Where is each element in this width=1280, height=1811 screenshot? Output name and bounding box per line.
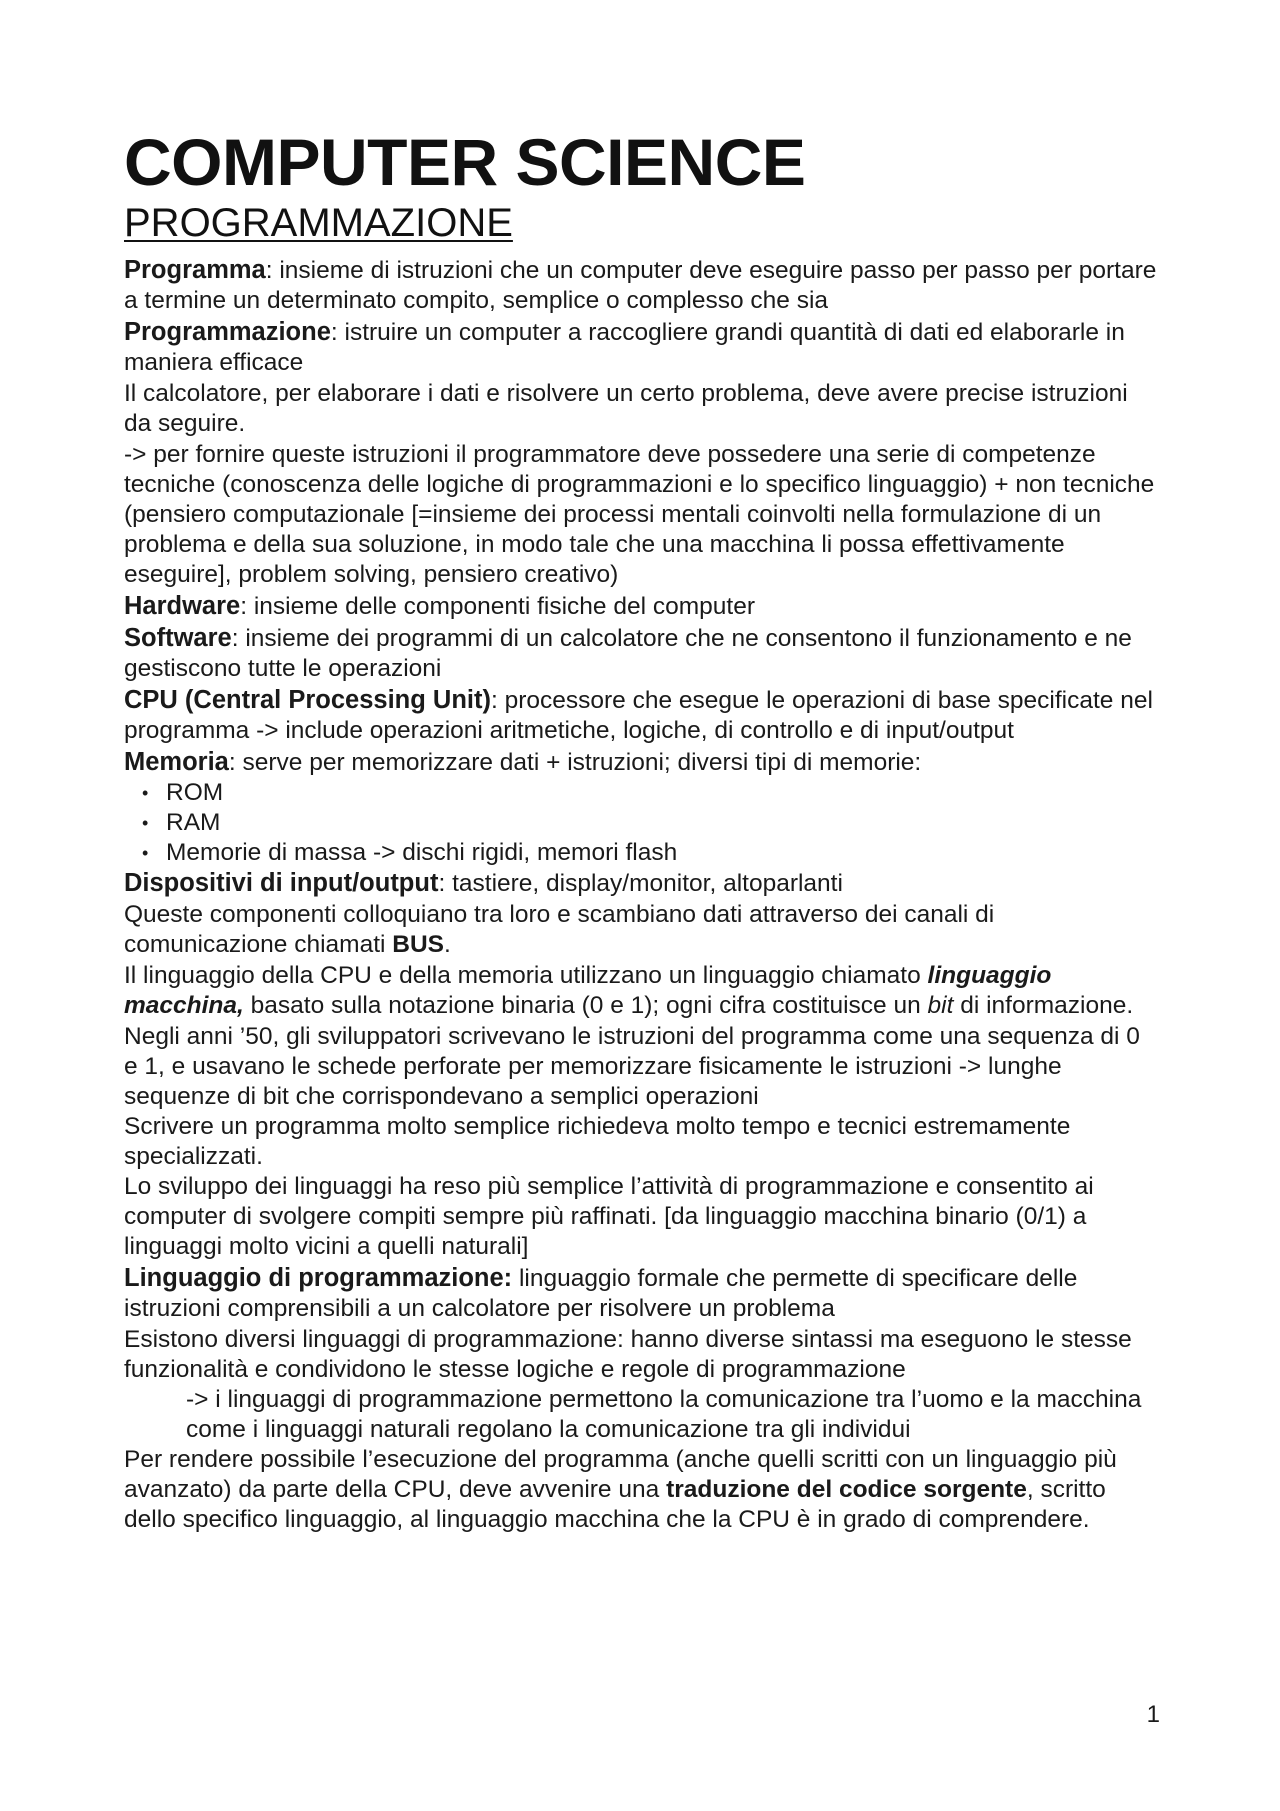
definition-linguaggio-programmazione: linguaggio formale che permette di specificare delle istruzioni comprensibili a un calcolatore per risolvere un problema [124, 1265, 1078, 1322]
section-heading: PROGRAMMAZIONE [124, 201, 513, 245]
definition-cpu: : processore che esegue le operazioni di base specificate nel programma -> include operazioni aritmetiche, logiche, di controllo e di input/output [124, 687, 1153, 744]
paragraph-hardware [124, 591, 1160, 622]
list-item-text: RAM [166, 809, 221, 836]
bullet-icon: • [142, 843, 149, 863]
term-memoria: Memoria [124, 748, 229, 776]
definition-memoria: : serve per memorizzare dati + istruzioni; diversi tipi di memorie: [228, 749, 922, 776]
definition-programmazione: : istruire un computer a raccogliere grandi quantità di dati ed elaborarle in maniera efficace [124, 319, 1125, 376]
text-span: , scritto dello specifico linguaggio, al linguaggio macchina che la CPU è in grado di comprendere. [124, 1476, 1106, 1533]
paragraph-linguaggio-programmazione [124, 1263, 1160, 1324]
list-item [142, 778, 1160, 808]
paragraph-bus [124, 900, 1160, 960]
bullet-icon: • [142, 783, 149, 803]
text-span: Per rendere possibile l’esecuzione del programma (anche quelli scritti con un linguaggio più avanzato) da parte della CPU, deve avvenire una [124, 1446, 1117, 1503]
text-span: Il linguaggio della CPU e della memoria utilizzano un linguaggio chiamato [124, 962, 928, 989]
paragraph-anni-50: Negli anni ’50, gli sviluppatori scrivevano le istruzioni del programma come una sequenza di 0 e 1, e usavano le schede perforate per memorizzare fisicamente le istruzioni -> lunghe sequenze di bit che corrispondevano a semplici operazioni [124, 1023, 1140, 1110]
paragraph-sviluppo: Lo sviluppo dei linguaggi ha reso più semplice l’attività di programmazione e consentito ai computer di svolgere compiti sempre più raffinati. [da linguaggio macchina binario (0/1) a linguaggi molto vicini a quelli naturali] [124, 1173, 1094, 1260]
paragraph-cpu [124, 685, 1160, 746]
definition-dispositivi: : tastiere, display/monitor, altoparlanti [438, 870, 843, 897]
list-item [142, 838, 1160, 868]
paragraph-programma [124, 255, 1160, 316]
paragraph-traduzione [124, 1445, 1160, 1535]
term-linguaggio-macchina: linguaggio macchina, [124, 962, 1052, 1019]
term-cpu: CPU (Central Processing Unit) [124, 686, 491, 714]
paragraph-dispositivi [124, 868, 1160, 899]
term-traduzione: traduzione del codice sorgente [666, 1476, 1027, 1503]
definition-software: : insieme dei programmi di un calcolatore che ne consentono il funzionamento e ne gestiscono tutte le operazioni [124, 625, 1132, 682]
paragraph-linguaggio-macchina [124, 961, 1160, 1021]
term-programmazione: Programmazione [124, 318, 331, 346]
text-span: di informazione. [953, 992, 1134, 1019]
term-linguaggio-programmazione: Linguaggio di programmazione: [124, 1264, 513, 1292]
text-span: Queste componenti colloquiano tra loro e scambiano dati attraverso dei canali di comunicazione chiamati [124, 901, 995, 958]
paragraph-competenze: -> per fornire queste istruzioni il programmatore deve possedere una serie di competenze tecniche (conoscenza delle logiche di programmazioni e lo specifico linguaggio) + non tecniche (pensiero computazionale [=insieme dei processi mentali coinvolti nella formulazione di un problema e della sua soluzione, in modo tale che una macchina li possa effettivamente eseguire], problem solving, pensiero creativo) [124, 441, 1155, 588]
bullet-icon: • [142, 813, 149, 833]
definition-programma: : insieme di istruzioni che un computer deve eseguire passo per passo per portare a termine un determinato compito, semplice o complesso che sia [124, 257, 1157, 314]
paragraph-comunicazione: -> i linguaggi di programmazione permettono la comunicazione tra l’uomo e la macchina come i linguaggi naturali regolano la comunicazione tra gli individui [186, 1386, 1142, 1443]
page-number: 1 [1146, 1701, 1160, 1728]
text-span: basato sulla notazione binaria (0 e 1); ogni cifra costituisce un [243, 992, 928, 1019]
document-title: COMPUTER SCIENCE [124, 125, 806, 199]
paragraph-programmazione [124, 317, 1160, 378]
list-item [142, 808, 1160, 838]
definition-hardware: : insieme delle componenti fisiche del computer [240, 593, 755, 620]
term-bus: BUS [392, 931, 445, 958]
paragraph-calcolatore: Il calcolatore, per elaborare i dati e risolvere un certo problema, deve avere precise istruzioni da seguire. [124, 380, 1128, 437]
paragraph-esistono: Esistono diversi linguaggi di programmazione: hanno diverse sintassi ma eseguono le stesse funzionalità e condividono le stesse logiche e regole di programmazione [124, 1326, 1132, 1383]
term-dispositivi: Dispositivi di input/output [124, 869, 439, 897]
term-bit: bit [927, 992, 954, 1019]
term-hardware: Hardware [124, 592, 241, 620]
term-programma: Programma [124, 256, 266, 284]
list-item-text: ROM [166, 779, 224, 806]
paragraph-memoria [124, 747, 1160, 778]
memory-types-list [124, 778, 1160, 868]
text-span: . [444, 931, 451, 958]
document-body [124, 255, 1160, 1535]
list-item-text: Memorie di massa -> dischi rigidi, memori flash [166, 839, 678, 866]
term-software: Software [124, 624, 232, 652]
paragraph-software [124, 623, 1160, 684]
paragraph-scrivere: Scrivere un programma molto semplice richiedeva molto tempo e tecnici estremamente specializzati. [124, 1113, 1071, 1170]
